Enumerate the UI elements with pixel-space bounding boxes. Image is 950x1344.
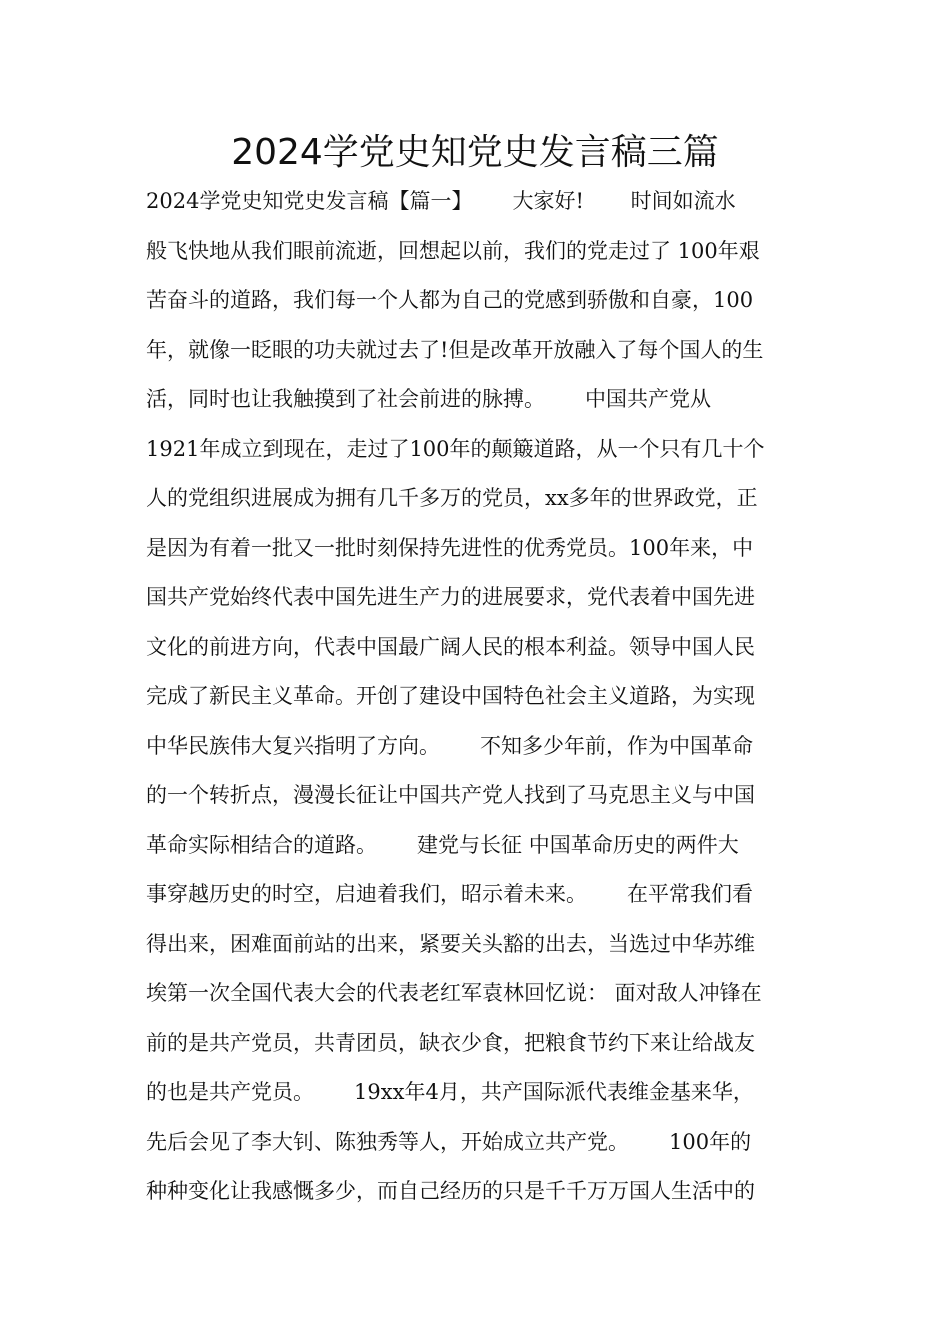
text-line: 完成了新民主义革命。开创了建设中国特色社会主义道路，为实现 bbox=[146, 684, 755, 708]
text-line: 是因为有着一批又一批时刻保持先进性的优秀党员。100年来，中 bbox=[146, 535, 754, 560]
text-line: 的也是共产党员。 19xx年4月，共产国际派代表维金基来华， bbox=[146, 1080, 754, 1104]
text-line: 中华民族伟大复兴指明了方向。 不知多少年前，作为中国革命 bbox=[146, 733, 754, 758]
text-line: 得出来，困难面前站的出来，紧要关头豁的出去，当选过中华苏维 bbox=[146, 931, 755, 956]
text-line: 革命实际相结合的道路。 建党与长征 中国革命历史的两件大 bbox=[146, 832, 739, 857]
text-line: 年，就像一眨眼的功夫就过去了!但是改革开放融入了每个国人的生 bbox=[146, 337, 764, 362]
text-line: 般飞快地从我们眼前流逝，回想起以前，我们的党走过了 100年艰 bbox=[146, 238, 760, 263]
text-line: 先后会见了李大钊、陈独秀等人，开始成立共产党。 100年的 bbox=[146, 1129, 752, 1154]
text-line: 种种变化让我感慨多少，而自己经历的只是千千万万国人生活中的 bbox=[146, 1179, 755, 1203]
document-body bbox=[146, 178, 826, 1218]
text-line: 2024学党史知党史发言稿【篇一】 大家好! 时间如流水 bbox=[146, 189, 736, 213]
document-title: 2024学党史知党史发言稿三篇 bbox=[231, 132, 719, 173]
text-line: 文化的前进方向，代表中国最广阔人民的根本利益。领导中国人民 bbox=[146, 634, 755, 659]
text-line: 人的党组织进展成为拥有几千多万的党员，xx多年的世界政党，正 bbox=[146, 486, 758, 510]
text-line: 埃第一次全国代表大会的代表老红军袁林回忆说： 面对敌人冲锋在 bbox=[146, 981, 762, 1005]
text-line: 事穿越历史的时空，启迪着我们，昭示着未来。 在平常我们看 bbox=[146, 882, 754, 906]
text-line: 的一个转折点，漫漫长征让中国共产党人找到了马克思主义与中国 bbox=[146, 783, 755, 807]
text-line: 国共产党始终代表中国先进生产力的进展要求，党代表着中国先进 bbox=[146, 585, 755, 609]
text-line: 前的是共产党员，共青团员，缺衣少食，把粮食节约下来让给战友 bbox=[146, 1030, 755, 1055]
text-line: 1921年成立到现在，走过了100年的颠簸道路，从一个只有几十个 bbox=[146, 436, 765, 461]
text-line: 苦奋斗的道路，我们每一个人都为自己的党感到骄傲和自豪，100 bbox=[146, 288, 754, 312]
text-line: 活，同时也让我触摸到了社会前进的脉搏。 中国共产党从 bbox=[146, 387, 712, 411]
